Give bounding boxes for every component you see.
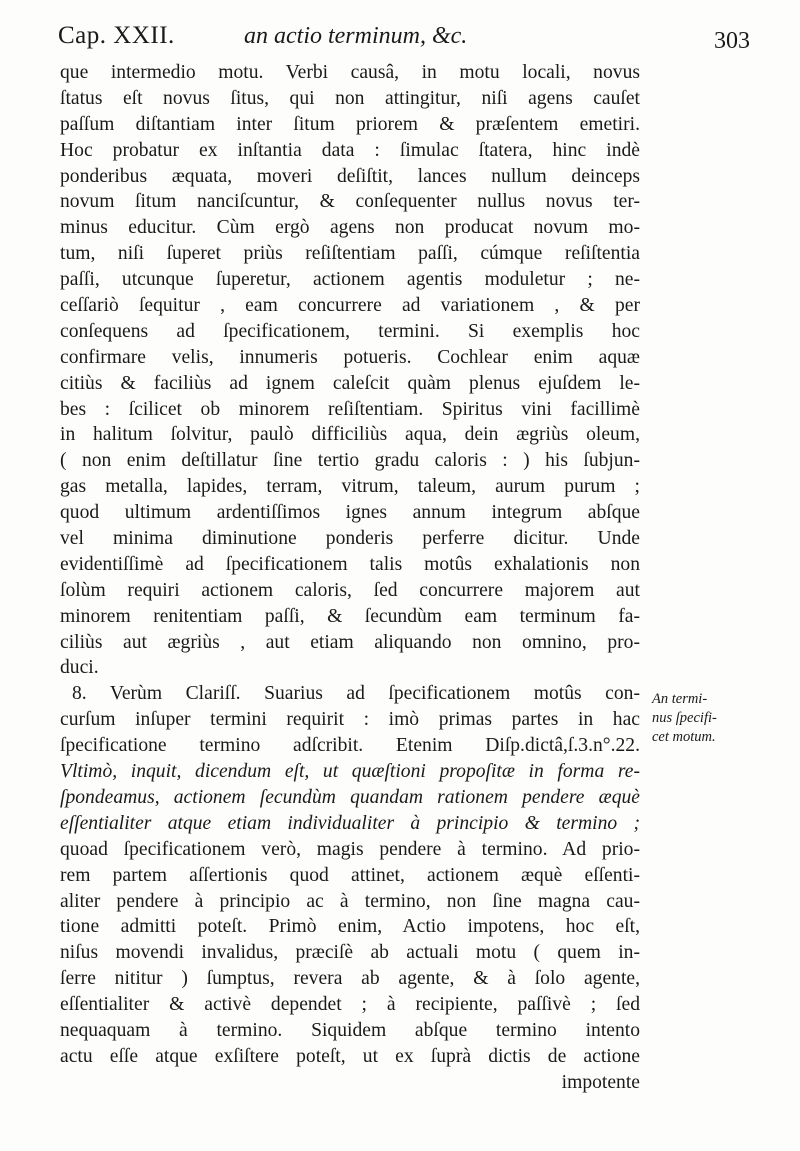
text-line: confirmare velis, innumeris potueris. Cochlear enim aquæ [60,346,640,368]
text-line: conſequens ad ſpecificationem, termini. Si exemplis hoc [60,320,640,342]
text-line: niſus movendi invalidus, præciſè ab actuali motu ( quem in- [60,942,640,964]
text-line: tione admitti poteſt. Primò enim, Actio impotens, hoc eſt, [60,916,640,938]
text-line: rem partem aſſertionis quod attinet, actionem æquè eſſenti- [60,864,640,886]
chapter-heading: Cap. XXII. [58,22,175,49]
text-line: quoad ſpecificationem verò, magis pendere à termino. Ad prio- [60,838,640,860]
text-line: Hoc probatur ex inſtantia data : ſimulac ſtatera, hinc indè [60,139,640,161]
text-line: nequaquam à termino. Siquidem abſque termino intento [60,1019,640,1041]
marginal-note-line: cet motum. [652,729,716,745]
text-line: que intermedio motu. Verbi causâ, in motu locali, novus [60,62,640,83]
text-line: tum, niſi ſuperet priùs reſiſtentiam paſſi, cúmque reſiſtentia [60,243,640,265]
text-line: novum ſitum nanciſcuntur, & conſequenter nullus novus ter- [60,191,640,213]
running-title: an actio terminum, &c. [244,23,468,49]
text-line: ſolùm requiri actionem caloris, ſed concurrere majorem aut [60,579,640,601]
text-line: minorem renitentiam paſſi, & ſecundùm eam terminum fa- [60,605,640,627]
marginal-note [652,690,744,747]
quoted-line: Vltimò, inquit, dicendum eſt, ut quæſtioni propoſitæ in forma re- [60,761,640,783]
quoted-line: eſſentialiter atque etiam individualiter à principio & termino ; [60,812,640,834]
text-line: ſtatus eſt novus ſitus, qui non attingitur, niſi agens cauſet [60,87,640,109]
text-line: ſerre nititur ) ſumptus, revera ab agente, & à ſolo agente, [60,968,640,990]
page-header [58,22,750,62]
body-text [60,60,640,1096]
catchword: impotente [561,1071,640,1093]
text-line: paſſi, utcunque ſuperetur, actionem agentis moduletur ; ne- [60,269,640,291]
paragraph-start-line: 8. Verùm Clariſſ. Suarius ad ſpecificationem motûs con- [72,683,640,705]
text-line: citiùs & faciliùs ad ignem caleſcit quàm plenus ejuſdem le- [60,372,640,394]
text-line: gas metalla, lapides, terram, vitrum, taleum, aurum purum ; [60,476,640,498]
quoted-line: ſpondeamus, actionem ſecundùm quandam rationem pendere æquè [60,786,640,808]
text-line: bes : ſcilicet ob minorem reſiſtentiam. Spiritus vini facillimè [60,398,640,420]
text-line: quod ultimum ardentiſſimos ignes annum integrum abſque [60,502,640,524]
text-line: ( non enim deſtillatur ſine tertio gradu caloris : ) his ſubjun- [60,450,640,472]
text-line: eſſentialiter & activè dependet ; à recipiente, paſſivè ; ſed [60,994,640,1016]
page-number: 303 [714,28,750,54]
marginal-note-line: An termi- [652,691,708,707]
text-line: evidentiſſimè ad ſpecificationem talis motûs exhalationis non [60,553,640,575]
text-line: ſpecificatione termino adſcribit. Etenim Diſp.dictâ,ſ.3.n°.22. [60,735,640,757]
text-line: aliter pendere à principio ac à termino, non ſine magna cau- [60,890,640,912]
text-line: actu eſſe atque exſiſtere poteſt, ut ex ſuprà dictis de actione [60,1045,640,1067]
text-line: ceſſariò ſequitur , eam concurrere ad variationem , & per [60,295,640,317]
text-line: vel minima diminutione ponderis perferre dicitur. Unde [60,528,640,550]
text-line: in halitum ſolvitur, paulò difficiliùs aqua, dein ægriùs oleum, [60,424,640,446]
text-line: minus educitur. Cùm ergò agens non producat novum mo- [60,217,640,239]
text-line: ciliùs aut ægriùs , aut etiam aliquando non omnino, pro- [60,631,640,653]
marginal-note-line: nus ſpecifi- [652,710,717,726]
text-line: paſſum diſtantiam inter ſitum priorem & præſentem emetiri. [60,113,640,135]
text-line: ponderibus æquata, moveri deſiſtit, lances nullum deinceps [60,165,640,187]
text-line: curſum inſuper termini requirit : imò primas partes in hac [60,709,640,731]
text-line: duci. [60,657,99,679]
